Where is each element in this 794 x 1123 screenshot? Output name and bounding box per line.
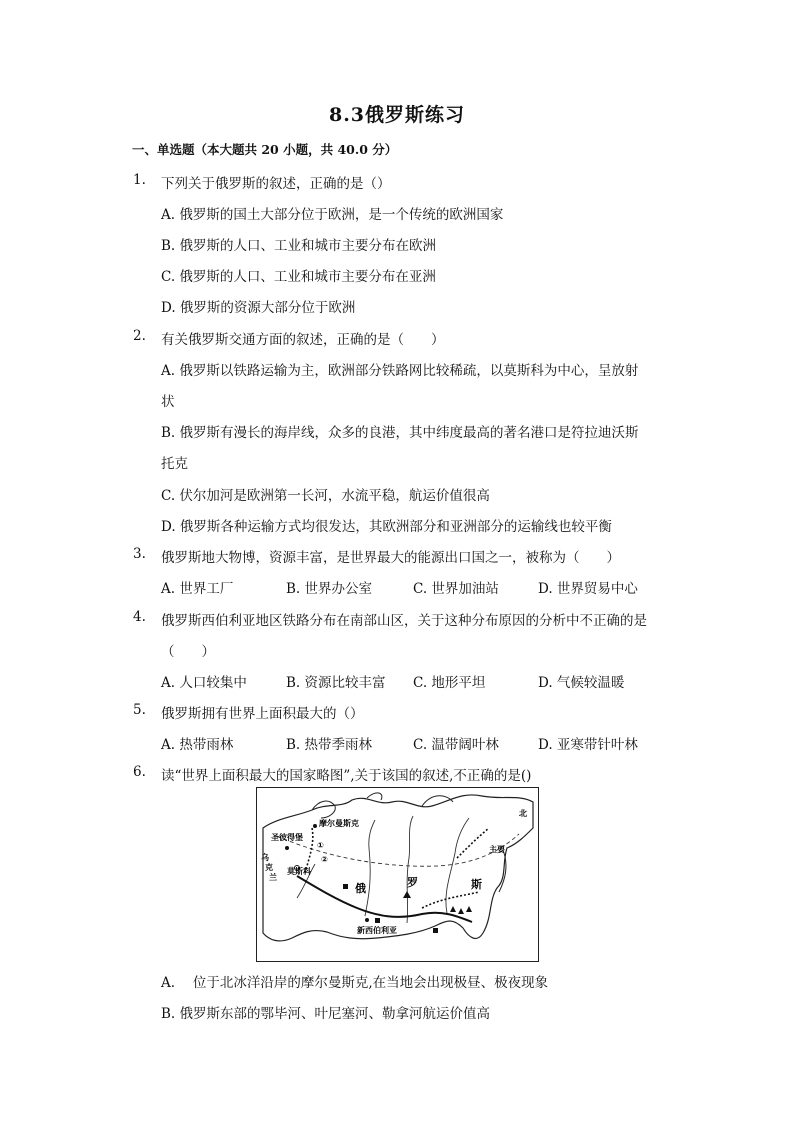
map-label-ukraine-3: 兰	[269, 873, 277, 882]
option-d[interactable]: D. 俄罗斯的资源大部分位于欧洲	[161, 300, 356, 316]
option-b[interactable]: B. 俄罗斯东部的鄂毕河、叶尼塞河、勒拿河航运价值高	[161, 1006, 491, 1022]
option-d[interactable]: D. 亚寒带针叶林	[538, 737, 638, 753]
mountain-symbol	[458, 908, 464, 914]
kamchatka	[499, 850, 506, 892]
option-c[interactable]: C. 伏尔加河是欧洲第一长河，水流平稳，航运价值很高	[161, 488, 490, 504]
map-drawing	[257, 788, 537, 960]
map-label-russia-3: 斯	[471, 878, 482, 891]
river-ob	[365, 820, 375, 916]
city-dot	[365, 918, 369, 922]
question-stem: 俄罗斯地大物博，资源丰富，是世界最大的能源出口国之一，被称为（ ）	[161, 550, 620, 566]
option-d[interactable]: D. 俄罗斯各种运输方式均很发达，其欧洲部分和亚洲部分的运输线也较平衡	[161, 519, 612, 535]
question-stem-continued: （ ）	[161, 644, 215, 660]
option-c[interactable]: C. 温带阔叶林	[413, 737, 499, 753]
river-yenisei	[407, 816, 413, 923]
map-label-st-petersburg: 圣彼得堡	[271, 833, 303, 842]
question-number: 3.	[133, 546, 146, 562]
option-c[interactable]: C. 地形平坦	[413, 675, 486, 691]
mountain-symbol	[450, 906, 456, 912]
question-stem: 俄罗斯拥有世界上面积最大的（）	[161, 706, 364, 722]
resource-symbol	[433, 928, 438, 933]
option-a[interactable]: A. 位于北冰洋沿岸的摩尔曼斯克,在当地会出现极昼、极夜现象	[161, 975, 549, 991]
option-a[interactable]: A. 俄罗斯以铁路运输为主，欧洲部分铁路网比较稀疏，以莫斯科为中心，呈放射	[161, 363, 639, 379]
russia-sketch-map	[256, 787, 539, 962]
option-c[interactable]: C. 俄罗斯的人口、工业和城市主要分布在亚洲	[161, 269, 436, 285]
railway-east	[457, 828, 489, 858]
map-label-marker-1: ①	[317, 841, 324, 850]
question-number: 6.	[133, 764, 146, 780]
map-label-marker-2: ②	[321, 855, 328, 864]
resource-symbol	[343, 884, 348, 889]
option-d[interactable]: D. 世界贸易中心	[538, 581, 638, 597]
map-label-russia-2: 罗	[407, 876, 418, 889]
kola-peninsula	[312, 801, 335, 818]
resource-symbol	[375, 918, 380, 923]
map-label-novosibirsk: 新西伯利亚	[357, 926, 397, 935]
city-dot	[313, 824, 317, 828]
map-label-north: 北	[519, 809, 527, 818]
section-heading: 一、单选题（本大题共 20 小题，共 40.0 分）	[132, 142, 398, 157]
question-stem: 有关俄罗斯交通方面的叙述，正确的是（ ）	[161, 332, 445, 348]
option-a[interactable]: A. 人口较集中	[161, 675, 247, 691]
question-number: 4.	[133, 609, 146, 625]
map-label-ukraine-2: 克	[265, 863, 273, 872]
map-label-russia-1: 俄	[355, 882, 366, 895]
option-a[interactable]: A. 热带雨林	[161, 737, 234, 753]
question-number: 5.	[133, 702, 146, 718]
option-b[interactable]: B. 俄罗斯有漫长的海岸线，众多的良港，其中纬度最高的著名港口是符拉迪沃斯	[161, 425, 639, 441]
option-d[interactable]: D. 气候较温暖	[538, 675, 625, 691]
question-number: 2.	[133, 328, 146, 344]
map-label-moscow: 莫斯科	[287, 867, 311, 876]
option-b[interactable]: B. 俄罗斯的人口、工业和城市主要分布在欧洲	[161, 238, 437, 254]
option-b[interactable]: B. 世界办公室	[286, 581, 373, 597]
question-stem: 读“世界上面积最大的国家略图”,关于该国的叙述,不正确的是()	[161, 768, 532, 784]
map-label-main: 主要	[489, 845, 505, 854]
option-b-continued: 托克	[161, 456, 188, 472]
question-stem: 下列关于俄罗斯的叙述，正确的是（）	[161, 176, 391, 192]
mountain-symbol	[403, 891, 411, 898]
option-b[interactable]: B. 资源比较丰富	[286, 675, 386, 691]
map-label-murmansk: 摩尔曼斯克	[319, 819, 359, 828]
option-a-continued: 状	[161, 394, 175, 410]
baikal-amur-railway	[422, 892, 479, 908]
option-a[interactable]: A. 俄罗斯的国土大部分位于欧洲，是一个传统的欧洲国家	[161, 207, 504, 223]
question-number: 1.	[133, 172, 146, 188]
map-label-ukraine-1: 乌	[261, 853, 269, 862]
question-stem: 俄罗斯西伯利亚地区铁路分布在南部山区，关于这种分布原因的分析中不正确的是	[161, 613, 647, 629]
option-c[interactable]: C. 世界加油站	[413, 581, 499, 597]
arctic-circle	[277, 834, 519, 866]
option-a[interactable]: A. 世界工厂	[161, 581, 234, 597]
city-dot	[285, 846, 289, 850]
page-title: 8.3俄罗斯练习	[328, 104, 466, 126]
option-b[interactable]: B. 热带季雨林	[286, 737, 373, 753]
mountain-symbol	[466, 906, 472, 912]
